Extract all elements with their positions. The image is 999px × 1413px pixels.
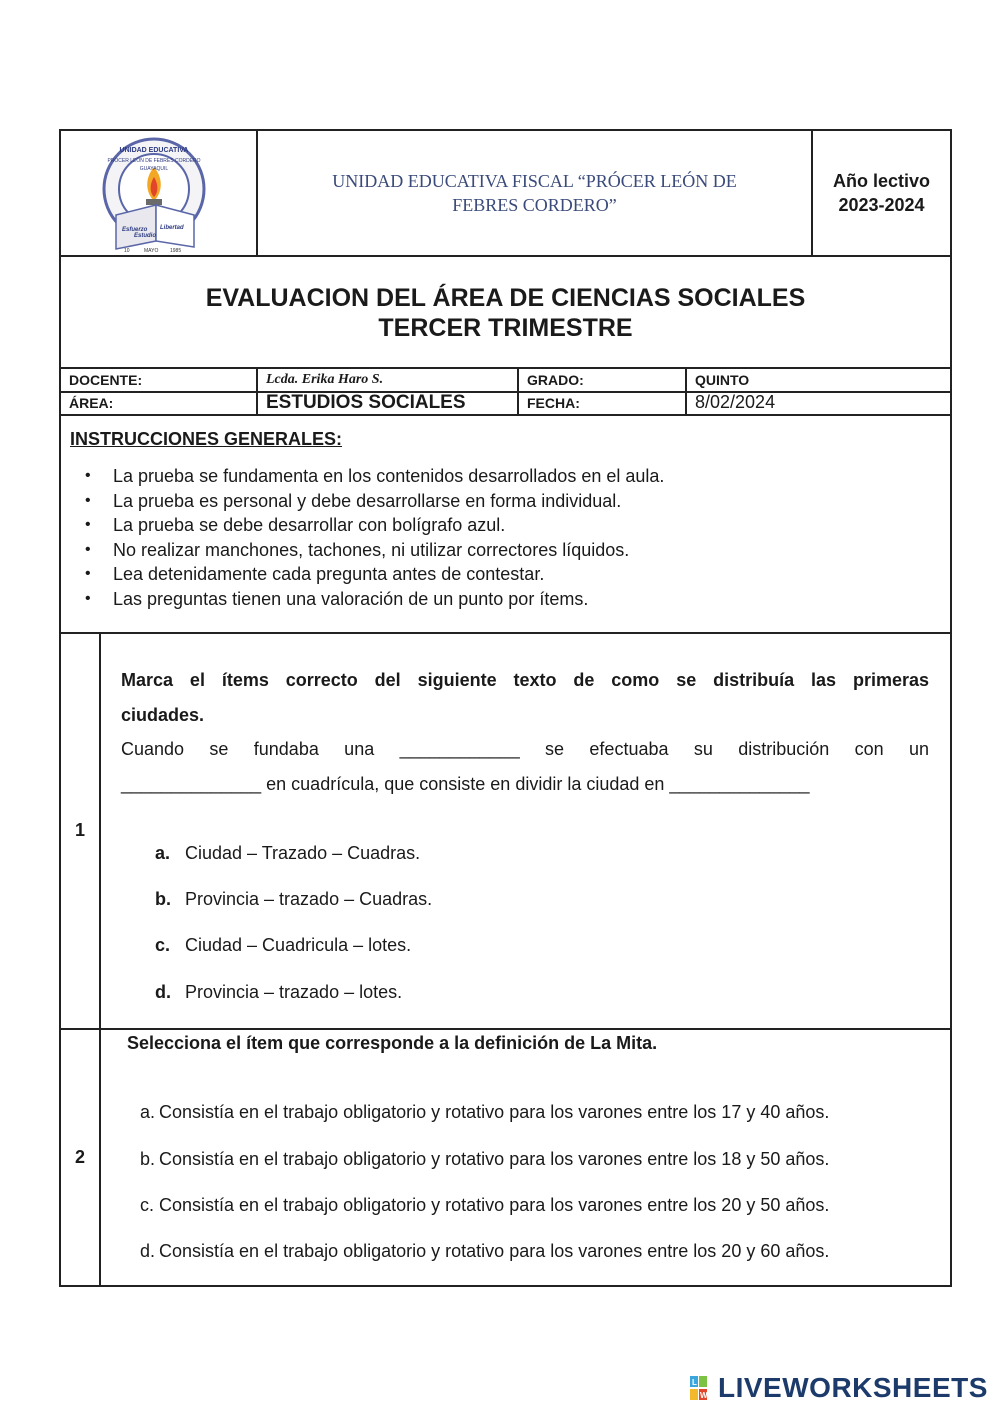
question-prompt: Selecciona el ítem que corresponde a la definición de La Mita. [127,1033,658,1053]
svg-text:GUAYAQUIL: GUAYAQUIL [139,166,169,172]
svg-text:UNIDAD EDUCATIVA: UNIDAD EDUCATIVA [119,147,189,154]
exam-title-block [59,255,952,369]
instructions-heading: INSTRUCCIONES GENERALES: [70,429,343,449]
answer-option-c[interactable]: c. Consistía en el trabajo obligatorio y rotativo para los varones entre los 20 y 50 años. [140,1195,830,1215]
question-number: 1 [61,632,101,1028]
instructions-block [59,414,952,634]
header-table [59,129,952,257]
svg-text:10: 10 [124,248,130,253]
liveworksheets-logo-icon [690,1376,716,1400]
school-year-value: 2023-2024 [838,195,925,215]
instruction-item: • La prueba se debe desarrollar con bolígrafo azul. [61,513,664,538]
area-label: ÁREA: [61,391,258,414]
svg-text:PRÓCER LEÓN DE FEBRES CORDERO: PRÓCER LEÓN DE FEBRES CORDERO [107,158,201,164]
svg-text:Libertad: Libertad [160,225,184,231]
answer-option-d[interactable]: d. Provincia – trazado – lotes. [155,982,403,1002]
exam-subtitle: TERCER TRIMESTRE [378,314,633,342]
fill-in-text: Cuando se fundaba una ____________ se efectuaba su distribución con un [121,739,929,759]
answer-option-c[interactable]: c. Ciudad – Cuadricula – lotes. [155,935,412,955]
answer-option-d[interactable]: d. Consistía en el trabajo obligatorio y rotativo para los varones entre los 20 y 60 años. [140,1241,830,1261]
question-prompt-continued: ciudades. [121,705,205,725]
school-name-cell [258,131,813,255]
info-row-docente [61,368,950,393]
school-logo [94,137,214,253]
logo-cell [61,131,258,255]
instruction-item: • La prueba se fundamenta en los contenidos desarrollados en el aula. [61,464,664,489]
svg-text:Esfuerzo: Esfuerzo [122,227,148,233]
school-year-cell [813,131,950,255]
instruction-item: • Lea detenidamente cada pregunta antes de contestar. [61,562,664,587]
fecha-label: FECHA: [519,391,687,414]
grado-value: QUINTO [695,371,750,388]
exam-title: EVALUACION DEL ÁREA DE CIENCIAS SOCIALES [205,284,806,312]
exam-info-table [59,368,952,416]
answer-option-a[interactable]: a. Consistía en el trabajo obligatorio y rotativo para los varones entre los 17 y 40 años. [140,1102,830,1122]
area-value: ESTUDIOS SOCIALES [258,391,519,414]
instruction-item: • La prueba es personal y debe desarrollarse en forma individual. [61,489,664,514]
svg-text:W: W [700,1391,708,1400]
docente-label: DOCENTE: [61,368,258,391]
svg-text:L: L [692,1378,697,1387]
answer-option-a[interactable]: a. Ciudad – Trazado – Cuadras. [155,843,421,863]
fecha-value: 8/02/2024 [695,392,776,412]
instruction-item: • No realizar manchones, tachones, ni utilizar correctores líquidos. [61,538,664,563]
fill-in-text-continued: ______________ en cuadrícula, que consiste en dividir la ciudad en ______________ [121,774,810,794]
svg-text:MAYO: MAYO [144,248,159,253]
school-name: UNIDAD EDUCATIVA FISCAL “PRÓCER LEÓN DE FEBRES CORDERO” [332,171,737,215]
info-row-area [61,391,950,414]
docente-value: Lcda. Erika Haro S. [258,368,519,391]
instructions-list [61,464,664,612]
instruction-item: • Las preguntas tienen una valoración de un punto por ítems. [61,587,664,612]
grado-label: GRADO: [519,368,687,391]
answer-option-b[interactable]: b. Consistía en el trabajo obligatorio y rotativo para los varones entre los 18 y 50 años. [140,1149,830,1169]
question-2 [59,1028,952,1287]
answer-option-b[interactable]: b. Provincia – trazado – Cuadras. [155,889,433,909]
question-1 [59,632,952,1030]
question-prompt: Marca el ítems correcto del siguiente texto de como se distribuía las primeras [121,670,929,690]
liveworksheets-text: LIVEWORKSHEETS [718,1372,988,1403]
svg-text:Estudio: Estudio [134,233,156,239]
svg-text:1985: 1985 [170,248,182,253]
school-year-label: Año lectivo [832,171,930,191]
liveworksheets-watermark [690,1374,988,1402]
question-number: 2 [61,1030,101,1285]
